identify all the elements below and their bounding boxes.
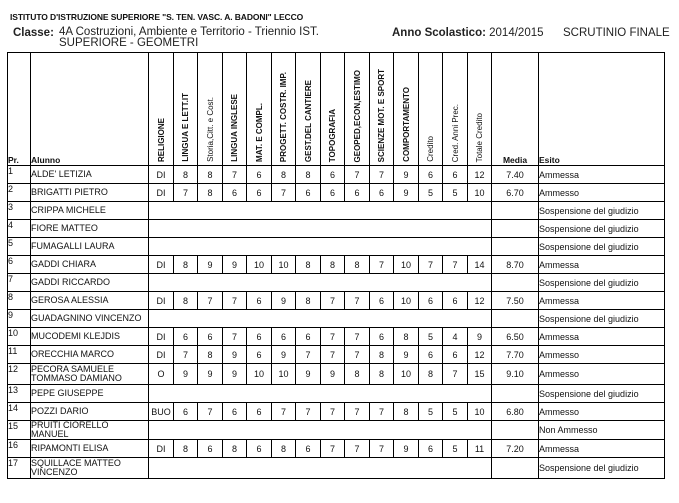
esito-value: Sospensione del giudizio — [539, 220, 665, 238]
media-value — [492, 202, 539, 220]
row-number: 16 — [8, 440, 31, 458]
classe-value: 4A Costruzioni, Ambiente e Territorio - Triennio IST. SUPERIORE - GEOMETRI — [59, 26, 319, 49]
grade-cell: DI — [149, 440, 174, 458]
grade-cell: 6 — [198, 440, 223, 458]
grade-cell: 8 — [321, 256, 345, 274]
grade-cell: BUO — [149, 403, 174, 421]
grade-cell: 6 — [198, 328, 223, 346]
table-row — [8, 346, 665, 364]
media-value: 7.40 — [492, 166, 539, 184]
grade-cell: 7 — [296, 403, 321, 421]
col-header-pr: Pr. — [8, 53, 31, 166]
grade-cell: 12 — [468, 292, 492, 310]
grade-cell: 10 — [394, 364, 419, 385]
grade-cell: 8 — [370, 346, 394, 364]
anno-scolastico — [392, 27, 544, 39]
anno-value: 2014/2015 — [489, 27, 544, 39]
esito-value: Ammesso — [539, 364, 665, 385]
table-row — [8, 310, 665, 328]
media-value: 7.70 — [492, 346, 539, 364]
header-row — [8, 53, 665, 166]
grade-cell: 6 — [223, 403, 247, 421]
grade-cell: 9 — [198, 256, 223, 274]
empty-grades — [149, 310, 492, 328]
grade-cell: 11 — [468, 440, 492, 458]
table-row — [8, 385, 665, 403]
subject-label: MAT. E COMPL. — [254, 103, 264, 162]
grade-cell: 6 — [321, 184, 345, 202]
esito-value: Non Ammesso — [539, 421, 665, 440]
col-header-alunno: Alunno — [31, 53, 149, 166]
subject-label: SCIENZE MOT. E SPORT — [377, 68, 386, 162]
table-row — [8, 292, 665, 310]
table-row — [8, 166, 665, 184]
grade-cell: 6 — [247, 292, 272, 310]
student-name: CRIPPA MICHELE — [31, 202, 149, 220]
row-number: 13 — [8, 385, 31, 403]
grade-cell: 10 — [468, 403, 492, 421]
media-value: 7.20 — [492, 440, 539, 458]
row-number: 10 — [8, 328, 31, 346]
grade-cell: 6 — [247, 166, 272, 184]
grade-cell: 10 — [468, 184, 492, 202]
grade-cell: 9 — [198, 364, 223, 385]
student-name: GEROSA ALESSIA — [31, 292, 149, 310]
grade-cell: 6 — [443, 166, 468, 184]
col-header-subject — [419, 53, 443, 166]
grade-cell: 7 — [443, 364, 468, 385]
grade-cell: 6 — [296, 184, 321, 202]
media-value — [492, 310, 539, 328]
row-number: 9 — [8, 310, 31, 328]
table-row — [8, 403, 665, 421]
row-number: 12 — [8, 364, 31, 385]
grade-cell: 6 — [296, 328, 321, 346]
esito-value: Ammesso — [539, 346, 665, 364]
grade-cell: 7 — [296, 346, 321, 364]
grade-cell: 7 — [370, 403, 394, 421]
esito-value: Sospensione del giudizio — [539, 202, 665, 220]
anno-label: Anno Scolastico: — [392, 27, 486, 39]
col-header-subject — [296, 53, 321, 166]
row-number: 17 — [8, 458, 31, 479]
grade-cell: 6 — [419, 292, 443, 310]
scrutinio-title: SCRUTINIO FINALE — [563, 27, 670, 39]
grade-cell: 8 — [198, 346, 223, 364]
grade-cell: 8 — [345, 364, 370, 385]
grade-cell: 8 — [198, 184, 223, 202]
grade-cell: 7 — [321, 403, 345, 421]
subject-label: Totale Credito — [475, 112, 484, 162]
empty-grades — [149, 202, 492, 220]
grade-cell: 5 — [419, 403, 443, 421]
subject-label: PROGETT. COSTR. IMP. — [279, 71, 288, 162]
student-name: POZZI DARIO — [31, 403, 149, 421]
subject-label: TOPOGRAFIA — [328, 108, 337, 162]
media-value — [492, 274, 539, 292]
media-value — [492, 385, 539, 403]
table-row — [8, 440, 665, 458]
grade-cell: 7 — [321, 328, 345, 346]
grade-cell: 7 — [223, 328, 247, 346]
col-header-esito: Esito — [539, 53, 665, 166]
grade-cell: 8 — [272, 166, 296, 184]
grade-cell: 9 — [272, 346, 296, 364]
grade-cell: 7 — [370, 256, 394, 274]
media-value: 6.70 — [492, 184, 539, 202]
grade-cell: 12 — [468, 166, 492, 184]
grade-cell: 6 — [443, 346, 468, 364]
row-number: 2 — [8, 184, 31, 202]
grade-cell: 7 — [370, 440, 394, 458]
grades-table — [7, 52, 665, 479]
grade-cell: 10 — [272, 364, 296, 385]
grade-cell: 7 — [198, 292, 223, 310]
grade-cell: 5 — [419, 184, 443, 202]
student-name: ALDE' LETIZIA — [31, 166, 149, 184]
student-name: GUADAGNINO VINCENZO — [31, 310, 149, 328]
grade-cell: 7 — [174, 346, 198, 364]
grade-cell: 6 — [370, 184, 394, 202]
grade-cell: 7 — [321, 440, 345, 458]
row-number: 11 — [8, 346, 31, 364]
grade-cell: 8 — [370, 364, 394, 385]
table-row — [8, 364, 665, 385]
grade-cell: 10 — [394, 256, 419, 274]
table-row — [8, 458, 665, 479]
esito-value: Sospensione del giudizio — [539, 458, 665, 479]
grade-cell: 10 — [247, 364, 272, 385]
media-value — [492, 238, 539, 256]
esito-value: Ammessa — [539, 256, 665, 274]
grade-cell: 8 — [174, 166, 198, 184]
grade-cell: 9 — [394, 346, 419, 364]
grade-cell: 7 — [345, 440, 370, 458]
school-name: ISTITUTO D'ISTRUZIONE SUPERIORE "S. TEN. VASC. A. BADONI" LECCO — [10, 12, 304, 22]
student-name: SQUILLACE MATTEO VINCENZO — [31, 458, 149, 479]
grade-cell: 7 — [198, 403, 223, 421]
student-name: PEPE GIUSEPPE — [31, 385, 149, 403]
col-header-subject — [345, 53, 370, 166]
grade-cell: 6 — [174, 328, 198, 346]
grade-cell: 4 — [443, 328, 468, 346]
col-header-subject — [149, 53, 174, 166]
media-value: 6.50 — [492, 328, 539, 346]
grade-cell: 6 — [174, 403, 198, 421]
grade-cell: 6 — [370, 292, 394, 310]
col-header-subject — [394, 53, 419, 166]
grade-cell: 9 — [321, 364, 345, 385]
col-header-subject — [223, 53, 247, 166]
grade-cell: DI — [149, 166, 174, 184]
grade-cell: O — [149, 364, 174, 385]
grade-cell: 6 — [247, 403, 272, 421]
esito-value: Sospensione del giudizio — [539, 385, 665, 403]
grade-cell: 6 — [370, 328, 394, 346]
col-header-subject — [443, 53, 468, 166]
subject-label: Cred. Anni Prec. — [450, 103, 460, 162]
grade-cell: 9 — [223, 346, 247, 364]
subject-label: Credito — [426, 136, 435, 162]
table-body — [8, 166, 665, 479]
grade-cell: 6 — [223, 184, 247, 202]
grade-cell: DI — [149, 292, 174, 310]
col-header-subject — [272, 53, 296, 166]
media-value — [492, 220, 539, 238]
grade-cell: 6 — [443, 292, 468, 310]
classe-label: Classe: — [13, 27, 54, 39]
row-number: 6 — [8, 256, 31, 274]
student-name: FIORE MATTEO — [31, 220, 149, 238]
grade-cell: 7 — [272, 184, 296, 202]
grade-cell: 6 — [321, 166, 345, 184]
subject-label: GEOPED,ECON,ESTIMO — [352, 69, 362, 162]
grade-cell: 7 — [321, 292, 345, 310]
row-number: 14 — [8, 403, 31, 421]
grade-cell: 9 — [223, 256, 247, 274]
student-name: GADDI CHIARA — [31, 256, 149, 274]
grade-cell: 9 — [394, 440, 419, 458]
subject-label: RELIGIONE — [156, 117, 166, 162]
grade-cell: 8 — [223, 440, 247, 458]
student-name: PECORA SAMUELE TOMMASO DAMIANO — [31, 364, 149, 385]
grade-cell: 8 — [198, 166, 223, 184]
student-name: GADDI RICCARDO — [31, 274, 149, 292]
row-number: 15 — [8, 421, 31, 440]
esito-value: Ammessa — [539, 166, 665, 184]
grade-cell: 7 — [345, 292, 370, 310]
media-value — [492, 421, 539, 440]
grade-cell: 10 — [272, 256, 296, 274]
student-name: RIPAMONTI ELISA — [31, 440, 149, 458]
table-row — [8, 202, 665, 220]
grade-cell: DI — [149, 256, 174, 274]
grade-cell: 8 — [174, 292, 198, 310]
media-value: 6.80 — [492, 403, 539, 421]
grade-cell: 6 — [345, 184, 370, 202]
grade-cell: 9 — [272, 292, 296, 310]
student-name: PRUITI CIORELLO MANUEL — [31, 421, 149, 440]
grade-cell: 8 — [174, 440, 198, 458]
grade-cell: 7 — [443, 256, 468, 274]
grade-cell: 5 — [443, 403, 468, 421]
grade-cell: 6 — [247, 346, 272, 364]
row-number: 7 — [8, 274, 31, 292]
col-header-subject — [198, 53, 223, 166]
grade-cell: 8 — [174, 256, 198, 274]
empty-grades — [149, 385, 492, 403]
media-value: 7.50 — [492, 292, 539, 310]
grade-cell: 7 — [321, 346, 345, 364]
row-number: 5 — [8, 238, 31, 256]
esito-value: Sospensione del giudizio — [539, 274, 665, 292]
grade-cell: 5 — [419, 328, 443, 346]
grade-cell: 8 — [394, 328, 419, 346]
row-number: 1 — [8, 166, 31, 184]
student-name: BRIGATTI PIETRO — [31, 184, 149, 202]
grade-cell: 5 — [443, 184, 468, 202]
grade-cell: 9 — [174, 364, 198, 385]
esito-value: Ammesso — [539, 184, 665, 202]
esito-value: Sospensione del giudizio — [539, 310, 665, 328]
empty-grades — [149, 238, 492, 256]
grade-cell: 7 — [345, 166, 370, 184]
grade-cell: 6 — [247, 328, 272, 346]
grade-cell: 7 — [174, 184, 198, 202]
grade-cell: 8 — [394, 403, 419, 421]
grade-cell: 7 — [272, 403, 296, 421]
grade-cell: 7 — [345, 328, 370, 346]
grade-cell: DI — [149, 328, 174, 346]
row-number: 4 — [8, 220, 31, 238]
subject-label: COMPORTAMENTO — [401, 87, 411, 162]
grade-cell: 6 — [419, 346, 443, 364]
student-name: MUCODEMI KLEJDIS — [31, 328, 149, 346]
esito-value: Ammessa — [539, 328, 665, 346]
grade-cell: 6 — [419, 166, 443, 184]
grade-cell: 5 — [443, 440, 468, 458]
table-row — [8, 421, 665, 440]
esito-value: Ammessa — [539, 292, 665, 310]
grade-cell: 9 — [394, 166, 419, 184]
grade-cell: 10 — [247, 256, 272, 274]
table-row — [8, 256, 665, 274]
grade-cell: 6 — [419, 440, 443, 458]
table-row — [8, 184, 665, 202]
grade-cell: 7 — [370, 166, 394, 184]
grade-cell: 7 — [223, 292, 247, 310]
grade-cell: 6 — [247, 184, 272, 202]
table-row — [8, 328, 665, 346]
col-header-subject — [247, 53, 272, 166]
grade-cell: 8 — [296, 166, 321, 184]
empty-grades — [149, 458, 492, 479]
subject-label: LINGUA INGLESE — [230, 94, 239, 162]
grade-cell: 8 — [272, 440, 296, 458]
grade-cell: 7 — [345, 346, 370, 364]
grade-cell: 8 — [345, 256, 370, 274]
table-row — [8, 274, 665, 292]
media-value: 8.70 — [492, 256, 539, 274]
col-header-media: Media — [492, 53, 539, 166]
grade-cell: 9 — [296, 364, 321, 385]
grade-cell: 9 — [468, 328, 492, 346]
col-header-subject — [370, 53, 394, 166]
grade-cell: DI — [149, 346, 174, 364]
grade-cell: 7 — [223, 166, 247, 184]
col-header-subject — [174, 53, 198, 166]
esito-value: Sospensione del giudizio — [539, 238, 665, 256]
grade-cell: 6 — [272, 328, 296, 346]
grade-cell: 9 — [394, 184, 419, 202]
media-value: 9.10 — [492, 364, 539, 385]
esito-value: Ammesso — [539, 403, 665, 421]
subject-label: LINGUA E LETT.IT — [181, 93, 190, 162]
student-name: ORECCHIA MARCO — [31, 346, 149, 364]
grade-cell: 6 — [296, 440, 321, 458]
grade-cell: 8 — [419, 364, 443, 385]
table-row — [8, 238, 665, 256]
grade-cell: DI — [149, 184, 174, 202]
empty-grades — [149, 421, 492, 440]
empty-grades — [149, 220, 492, 238]
subject-label: Storia,Citt. e Cost. — [205, 97, 215, 162]
esito-value: Ammessa — [539, 440, 665, 458]
subject-label: GEST.DEL CANTIERE — [303, 79, 313, 162]
grade-cell: 8 — [296, 256, 321, 274]
row-number: 8 — [8, 292, 31, 310]
col-header-subject — [468, 53, 492, 166]
empty-grades — [149, 274, 492, 292]
col-header-subject — [321, 53, 345, 166]
student-name: FUMAGALLI LAURA — [31, 238, 149, 256]
grade-cell: 9 — [223, 364, 247, 385]
grade-cell: 10 — [394, 292, 419, 310]
media-value — [492, 458, 539, 479]
table-row — [8, 220, 665, 238]
row-number: 3 — [8, 202, 31, 220]
grade-cell: 8 — [296, 292, 321, 310]
grade-cell: 15 — [468, 364, 492, 385]
grade-cell: 7 — [419, 256, 443, 274]
grade-cell: 6 — [247, 440, 272, 458]
grade-cell: 7 — [345, 403, 370, 421]
grade-cell: 14 — [468, 256, 492, 274]
grade-cell: 12 — [468, 346, 492, 364]
